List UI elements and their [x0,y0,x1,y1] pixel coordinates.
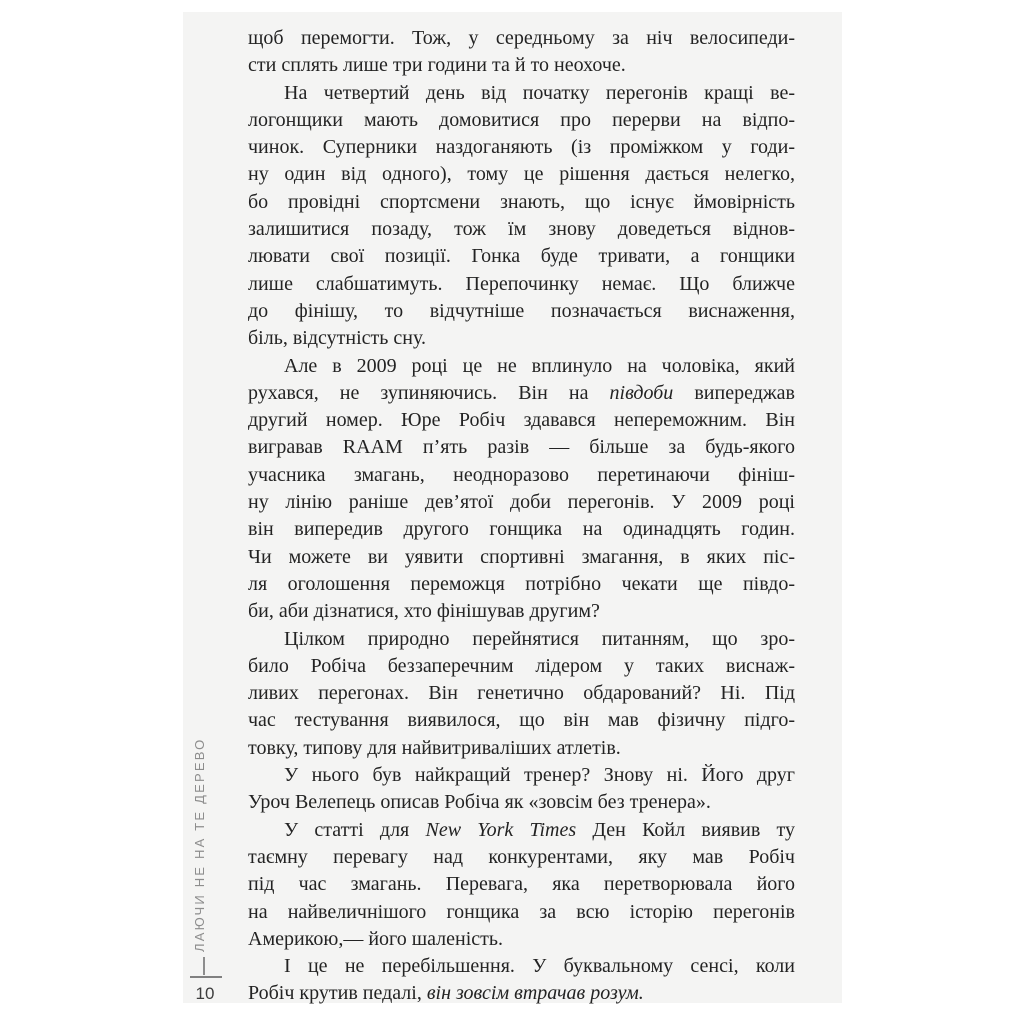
text-run: На четвертий день від початку перегонів кращі ве- [284,81,795,104]
text-run: би, аби дізнатися, хто фінішував другим? [248,600,600,623]
text-line [248,434,795,461]
text-line [248,489,795,516]
text-line [248,707,795,734]
text-line [248,380,795,407]
text-line [248,134,795,161]
paragraph [248,953,795,1008]
text-line [248,216,795,243]
text-line [248,353,795,380]
italic-run: півдоби [609,381,674,404]
text-line [248,407,795,434]
text-line [248,762,795,789]
text-line [248,598,795,625]
text-run: Цілком природно перейнятися питанням, що зро- [284,627,795,650]
text-run: вигравав RAAM п’ять разів — більше за будь-якого [248,436,795,459]
text-run: товку, типову для найвитриваліших атлетів. [248,736,621,759]
text-line [248,107,795,134]
paragraph [248,80,795,353]
text-run: сти сплять лише три години та й то неохоче. [248,54,626,77]
text-run: таємну перевагу над конкурентами, яку мав Робіч [248,845,795,868]
running-footer-title: ЛАЮЧИ НЕ НА ТЕ ДЕРЕВО [192,737,207,952]
text-line [248,52,795,79]
text-line [248,25,795,52]
text-run: логонщики мають домовитися про перерви на відпо- [248,108,795,131]
text-line [248,325,795,352]
text-run: учасника змагань, неодноразово перетинаючи фініш- [248,463,795,486]
text-run: на найвеличнішого гонщика за всю історію перегонів [248,900,795,923]
text-run: Америкою,— його шаленість. [248,927,504,950]
text-line [248,735,795,762]
italic-run: New York Times [425,818,577,841]
text-run: ну один від одного), тому це рішення дається нелегко, [248,163,795,186]
text-line [248,980,795,1007]
text-run: Але в 2009 році це не вплинуло на чоловіка, який [284,354,795,377]
text-line [248,462,795,489]
text-run: щоб перемогти. Тож, у середньому за ніч велосипеди- [248,27,795,49]
italic-run: він зовсім втрачав розум. [426,982,644,1005]
text-run: до фінішу, то відчутніше позначається виснаження, [248,299,795,322]
text-line [248,817,795,844]
text-run: Чи можете ви уявити спортивні змагання, в яких піс- [248,545,795,568]
text-line [248,516,795,543]
text-line [248,571,795,598]
text-line [248,243,795,270]
footer-dash-mark [203,957,205,975]
text-run: ну лінію раніше дев’ятої доби перегонів. У 2009 році [248,491,795,514]
text-run: І це не перебільшення. У буквальному сенсі, коли [284,955,795,978]
footer-rule [190,976,222,978]
text-run: Уроч Велепець описав Робіча як «зовсім без тренера». [248,791,711,814]
text-run: залишитися позаду, тож їм знову доведеться віднов- [248,218,795,241]
text-run: рухався, не зупиняючись. Він на [248,381,610,404]
book-page [183,12,842,1003]
text-line [248,161,795,188]
text-line [248,899,795,926]
text-run: час тестування виявилося, що він мав фізичну підго- [248,709,795,732]
text-run: лювати свої позиції. Гонка буде тривати, а гонщики [248,245,795,268]
text-line [248,953,795,980]
text-run: чинок. Суперники наздоганяють (із проміжком у годи- [248,136,795,159]
text-run: ля оголошення переможця потрібно чекати ще півдо- [248,572,795,595]
text-line [248,80,795,107]
text-line [248,544,795,571]
text-line [248,926,795,953]
text-run: У нього був найкращий тренер? Знову ні. Його друг [284,764,795,787]
paragraph [248,762,795,817]
paragraph [248,817,795,953]
text-run: випереджав [673,381,796,404]
text-run: Ден Койл виявив ту [576,818,795,841]
text-line [248,680,795,707]
text-line [248,271,795,298]
text-run: лише слабшатимуть. Перепочинку немає. Що ближче [248,272,795,295]
body-text [248,25,795,1008]
text-run: У статті для [284,818,426,841]
text-line [248,653,795,680]
text-run: ливих перегонах. Він генетично обдарований? Ні. Під [248,682,795,705]
text-line [248,789,795,816]
paragraph [248,626,795,762]
text-run: під час змагань. Перевага, яка перетворювала його [248,873,795,896]
text-run: другий номер. Юре Робіч здавався непереможним. Він [248,409,795,432]
text-run: било Робіча беззаперечним лідером у таких виснаж- [248,654,795,677]
text-run: Робіч крутив педалі, [248,982,427,1005]
text-line [248,298,795,325]
text-line [248,871,795,898]
page-number: 10 [195,984,215,1003]
text-run: біль, відсутність сну. [248,327,426,350]
paragraph [248,353,795,626]
text-run: він випередив другого гонщика на одинадцять годин. [248,518,795,541]
text-line [248,626,795,653]
text-line [248,189,795,216]
text-line [248,844,795,871]
text-run: бо провідні спортсмени знають, що існує ймовірність [248,190,795,213]
paragraph [248,25,795,80]
